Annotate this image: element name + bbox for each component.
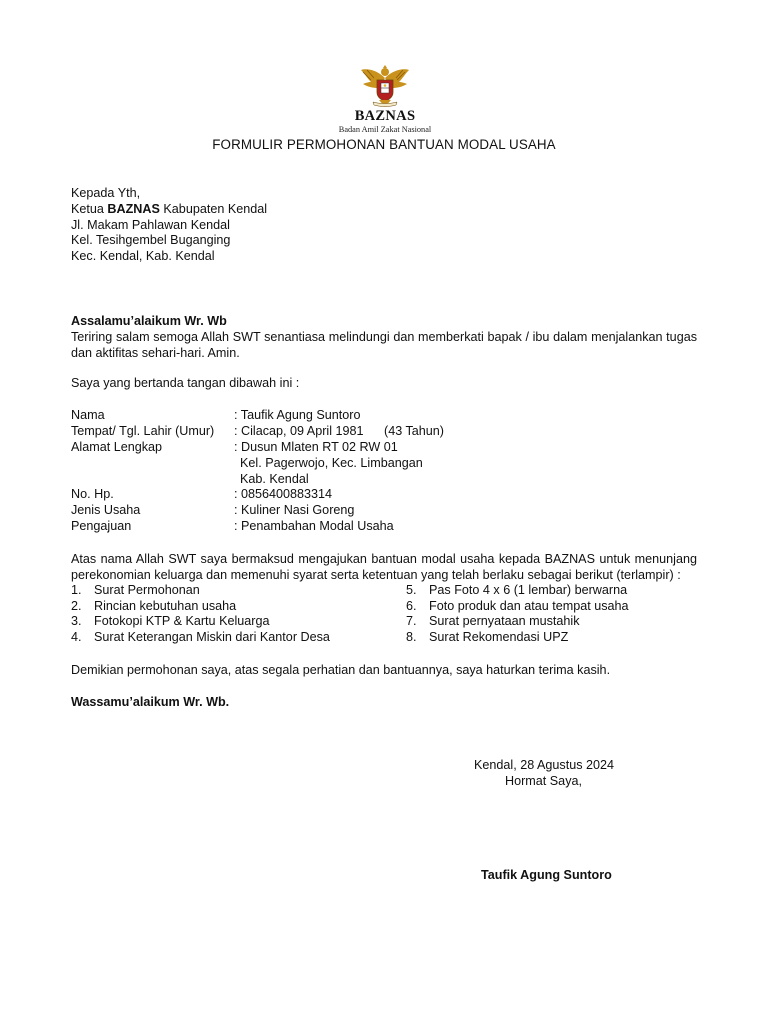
field-label: Pengajuan [71, 519, 132, 533]
field-label: Jenis Usaha [71, 503, 141, 517]
field-label: No. Hp. [71, 487, 114, 501]
recipient-line-2 [71, 202, 267, 216]
list-text: Fotokopi KTP & Kartu Keluarga [94, 614, 270, 628]
field-age: (43 Tahun) [384, 424, 444, 438]
list-num: 3. [71, 614, 82, 628]
list-text: Pas Foto 4 x 6 (1 lembar) berwarna [429, 583, 628, 597]
field-value: : Kuliner Nasi Goreng [234, 503, 355, 517]
field-value: : Dusun Mlaten RT 02 RW 01 [234, 440, 398, 454]
intro-line: Saya yang bertanda tangan dibawah ini : [71, 376, 300, 390]
list-num: 1. [71, 583, 82, 597]
opening-paragraph: Teriring salam semoga Allah SWT senantiasa melindungi dan memberkati bapak / ibu dalam menjalankan tugas dan aktifitas sehari-hari. Amin. [71, 330, 697, 360]
list-text: Surat pernyataan mustahik [429, 614, 580, 628]
field-value: : Taufik Agung Suntoro [234, 408, 361, 422]
list-num: 8. [406, 630, 417, 644]
baznas-logo [330, 64, 440, 136]
field-value: Kel. Pagerwojo, Kec. Limbangan [240, 456, 423, 470]
farewell: Wassamu’alaikum Wr. Wb. [71, 695, 230, 709]
list-text: Surat Permohonan [94, 583, 200, 597]
recipient-line-4: Kel. Tesihgembel Buganging [71, 233, 231, 247]
body-paragraph: Atas nama Allah SWT saya bermaksud mengajukan bantuan modal usaha kepada BAZNAS untuk menunjang perekonomian keluarga dan memenuhi syarat serta ketentuan yang telah berlaku sebagai berikut (terlampir) : [71, 552, 697, 582]
signatory-name: Taufik Agung Suntoro [481, 868, 612, 882]
list-num: 6. [406, 599, 417, 613]
recipient-line-3: Jl. Makam Pahlawan Kendal [71, 218, 230, 232]
field-value: : Penambahan Modal Usaha [234, 519, 394, 533]
logo-subtitle: Badan Amil Zakat Nasional [338, 125, 432, 134]
list-num: 7. [406, 614, 417, 628]
recipient-org: BAZNAS [107, 202, 160, 216]
field-value: : Cilacap, 09 April 1981 [234, 424, 364, 438]
field-value: Kab. Kendal [240, 472, 309, 486]
field-value: : 0856400883314 [234, 487, 333, 501]
regards: Hormat Saya, [505, 774, 582, 788]
list-text: Foto produk dan atau tempat usaha [429, 599, 629, 613]
garuda-emblem-icon [359, 64, 411, 108]
greeting: Assalamu’alaikum Wr. Wb [71, 314, 227, 328]
recipient-suffix: Kabupaten Kendal [159, 202, 268, 216]
list-text: Surat Keterangan Miskin dari Kantor Desa [94, 630, 330, 644]
recipient-line-1: Kepada Yth, [71, 186, 141, 200]
field-label: Alamat Lengkap [71, 440, 163, 454]
list-num: 2. [71, 599, 82, 613]
closing-paragraph: Demikian permohonan saya, atas segala perhatian dan bantuannya, saya haturkan terima kasih. [71, 663, 611, 677]
recipient-line-5: Kec. Kendal, Kab. Kendal [71, 249, 215, 263]
form-title: FORMULIR PERMOHONAN BANTUAN MODAL USAHA [212, 137, 556, 152]
place-date: Kendal, 28 Agustus 2024 [474, 758, 615, 772]
recipient-prefix: Ketua [71, 202, 108, 216]
logo-wordmark: BAZNAS [354, 108, 416, 124]
list-num: 5. [406, 583, 417, 597]
list-text: Rincian kebutuhan usaha [94, 599, 237, 613]
list-text: Surat Rekomendasi UPZ [429, 630, 569, 644]
field-label: Tempat/ Tgl. Lahir (Umur) [71, 424, 215, 438]
field-label: Nama [71, 408, 105, 422]
list-num: 4. [71, 630, 82, 644]
